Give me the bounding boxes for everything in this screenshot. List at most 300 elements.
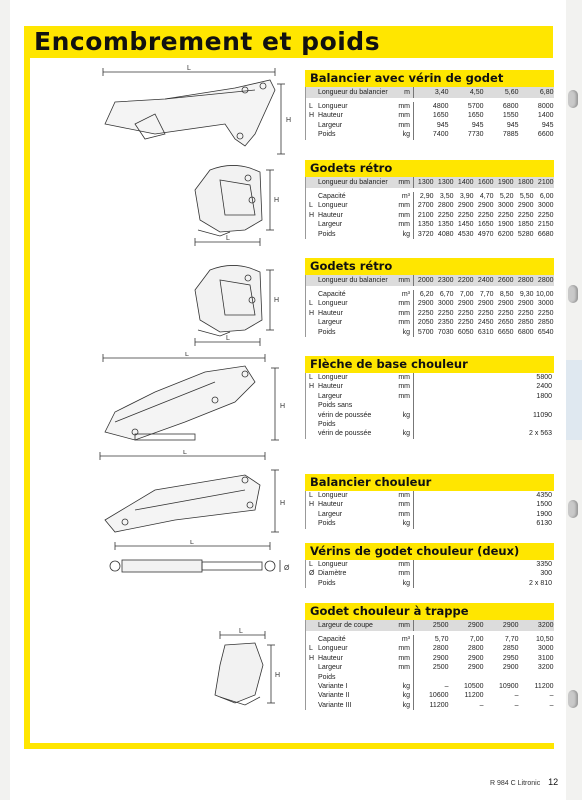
row-value: 11200 [534, 682, 554, 690]
backhoe-bucket-drawing [190, 160, 290, 250]
row-unit: mm [388, 275, 414, 286]
row-value: 4350 [536, 492, 552, 499]
row-value: 2900 [517, 300, 534, 308]
spec-section [305, 603, 554, 710]
row-value: – [549, 692, 554, 700]
row-value: 3200 [537, 622, 554, 629]
spec-row [306, 401, 554, 410]
row-unit: kg [388, 130, 414, 139]
row-value: 6310 [477, 328, 494, 336]
row-value: 6600 [537, 131, 554, 139]
row-value: 2,90 [419, 193, 434, 200]
row-label: Hauteur [318, 112, 343, 120]
spec-row [306, 569, 554, 578]
row-value: 4970 [477, 230, 494, 238]
row-value: 10500 [464, 682, 484, 690]
row-label: Longueur du balancier [318, 89, 388, 96]
row-value [416, 420, 552, 429]
row-label: Hauteur [318, 654, 343, 662]
spec-table [305, 560, 554, 588]
row-value: 2300 [437, 277, 454, 284]
row-value: 1300 [417, 179, 434, 186]
row-value: 2100 [537, 179, 554, 186]
row-value: 7030 [437, 328, 454, 336]
dimension-symbol: Ø [309, 570, 315, 578]
dimension-symbol: H [309, 654, 315, 662]
row-label: Longueur [318, 645, 348, 653]
model-name: R 984 C Litronic [490, 780, 541, 787]
dimension-symbol [306, 420, 318, 429]
row-value: 3000 [537, 202, 554, 210]
dimension-symbol: L [309, 374, 313, 381]
row-value: 2900 [457, 300, 474, 308]
row-value: 3100 [537, 654, 554, 662]
dimension-symbol [306, 682, 318, 691]
row-value: 8000 [537, 103, 554, 110]
shovel-stick-drawing [95, 450, 295, 542]
spec-row [306, 579, 554, 588]
row-unit: mm [388, 654, 414, 663]
left-accent-bar [24, 58, 30, 743]
row-unit [388, 401, 414, 410]
row-value: 6650 [497, 328, 514, 336]
row-value: 5,20 [499, 193, 514, 200]
dim-label-l: L [183, 450, 187, 456]
dimension-symbol [306, 620, 318, 631]
row-label: Poids [318, 520, 336, 528]
dimension-symbol [306, 290, 318, 299]
stick-drawing [95, 64, 295, 164]
row-label: Hauteur [318, 383, 343, 391]
row-value: 2 x 810 [529, 579, 552, 587]
row-value [485, 673, 519, 682]
row-value: 2850 [517, 319, 534, 327]
row-value: 2250 [437, 211, 454, 219]
row-label: Variante I [318, 682, 348, 690]
row-unit: m³ [388, 290, 414, 299]
row-label: Capacité [318, 636, 346, 643]
spec-section [305, 543, 554, 588]
row-value: 3,40 [434, 89, 449, 96]
row-value: 2250 [497, 309, 514, 317]
row-value: 1600 [477, 179, 494, 186]
section-title: Godets rétro [305, 258, 554, 275]
page-title: Encombrement et poids [34, 27, 381, 56]
spec-row [306, 673, 554, 682]
row-label: Largeur [318, 664, 343, 672]
row-label: Longueur [318, 561, 348, 568]
spec-row [306, 177, 554, 188]
row-value: 2250 [457, 319, 474, 327]
dimension-symbol [306, 429, 318, 438]
backhoe-bucket-drawing [190, 260, 290, 350]
spec-section [305, 356, 554, 439]
row-unit: mm [388, 177, 414, 188]
dimension-symbol [306, 318, 318, 327]
row-unit: mm [388, 102, 414, 111]
spec-row [306, 420, 554, 429]
row-value: 2250 [537, 309, 554, 317]
row-value: 1350 [437, 221, 454, 229]
row-label: Largeur [318, 121, 343, 129]
row-label: Poids [318, 328, 336, 336]
row-value: 2950 [502, 654, 519, 662]
row-label: Hauteur [318, 501, 343, 509]
spec-row [306, 275, 554, 286]
row-unit: mm [388, 644, 414, 653]
row-unit: mm [388, 299, 414, 308]
dimension-symbol [306, 192, 318, 201]
spec-table [305, 177, 554, 239]
row-value: 1900 [536, 510, 552, 518]
spec-row [306, 299, 554, 308]
row-unit [388, 420, 414, 429]
row-value: 6,00 [539, 193, 554, 200]
row-label: Largeur [318, 510, 343, 518]
row-unit: kg [388, 429, 414, 438]
row-value: 5,60 [504, 89, 519, 96]
spec-row [306, 290, 554, 299]
row-value: 2850 [537, 319, 554, 327]
spec-row [306, 411, 554, 420]
dim-label-h: H [280, 500, 286, 507]
binder-hole [568, 285, 578, 303]
row-label: Capacité [318, 193, 346, 200]
row-label: Capacité [318, 291, 346, 298]
row-label: Variante III [318, 701, 352, 709]
row-value: 2900 [517, 202, 534, 210]
spec-row [306, 682, 554, 691]
dimension-symbol [306, 673, 318, 682]
dimension-symbol [306, 411, 318, 420]
spec-row [306, 701, 554, 710]
row-value: 4080 [437, 230, 454, 238]
row-value [416, 401, 552, 410]
row-unit: mm [388, 201, 414, 210]
row-value: 3000 [437, 300, 454, 308]
row-unit: kg [388, 230, 414, 239]
spec-table [305, 373, 554, 439]
row-value [415, 673, 449, 682]
row-value: 3000 [537, 300, 554, 308]
row-unit: kg [388, 682, 414, 691]
spec-section [305, 160, 554, 239]
spec-row [306, 382, 554, 391]
row-value: 2350 [437, 319, 454, 327]
row-value: – [549, 701, 554, 709]
row-value: 6130 [536, 520, 552, 528]
dim-label-h: H [274, 297, 280, 304]
row-unit: mm [388, 309, 414, 318]
row-label: Largeur [318, 319, 343, 327]
brochure-page [10, 0, 566, 800]
row-label: Longueur [318, 300, 348, 308]
row-value: 1650 [477, 221, 494, 229]
row-value: 2450 [477, 319, 494, 327]
page-number: 12 [548, 777, 559, 787]
row-unit: mm [388, 510, 414, 519]
spec-row [306, 491, 554, 500]
row-value: 6,70 [439, 291, 454, 298]
row-unit: kg [388, 579, 414, 588]
row-label: Variante II [318, 692, 350, 700]
row-value: 945 [541, 121, 554, 129]
row-label: Diamètre [318, 570, 347, 578]
dimension-symbol [306, 121, 318, 130]
dimension-symbol [306, 701, 318, 710]
row-value: – [479, 701, 484, 709]
dimension-symbol [306, 579, 318, 588]
spec-row [306, 620, 554, 631]
spec-row [306, 644, 554, 653]
row-value: 3350 [536, 561, 552, 568]
row-value: 8,50 [499, 291, 514, 298]
spec-row [306, 87, 554, 98]
spec-section [305, 70, 554, 140]
dim-label-l: L [239, 628, 243, 635]
row-label: vérin de poussée [318, 411, 372, 419]
row-unit: mm [388, 121, 414, 130]
dim-label-l: L [226, 235, 230, 242]
spec-row [306, 560, 554, 569]
spec-row [306, 192, 554, 201]
row-value: 2900 [477, 202, 494, 210]
spec-section [305, 474, 554, 529]
binder-hole [568, 690, 578, 708]
spec-row [306, 654, 554, 663]
row-unit: kg [388, 411, 414, 420]
row-unit: mm [388, 382, 414, 391]
row-value: 7730 [467, 131, 484, 139]
row-value: 2250 [457, 309, 474, 317]
dim-label-diameter: Ø [284, 565, 290, 572]
row-value: 2250 [457, 211, 474, 219]
row-value: 10600 [429, 692, 449, 700]
row-value: 3,50 [439, 193, 454, 200]
dimension-symbol [306, 328, 318, 337]
row-value: 3,90 [459, 193, 474, 200]
row-value: 6200 [497, 230, 514, 238]
section-title: Godet chouleur à trappe [305, 603, 554, 620]
row-value: 2400 [536, 383, 552, 391]
row-value: 3000 [537, 645, 554, 653]
spec-row [306, 663, 554, 672]
shovel-boom-drawing [95, 352, 295, 452]
row-value: 2900 [417, 300, 434, 308]
row-value: 2800 [432, 645, 449, 653]
dimension-symbol [306, 220, 318, 229]
row-value: 2250 [497, 211, 514, 219]
dim-label-h: H [274, 197, 280, 204]
row-value: 11200 [429, 701, 449, 709]
row-unit: mm [388, 560, 414, 569]
row-label: Hauteur [318, 309, 343, 317]
row-label: Poids [318, 673, 336, 681]
background-strip [566, 360, 582, 440]
shovel-bucket-drawing [205, 605, 285, 715]
spec-row [306, 328, 554, 337]
dim-label-h: H [275, 672, 281, 679]
dimension-symbol: H [309, 501, 315, 509]
row-label: Longueur du balancier [318, 277, 388, 284]
row-value: 1900 [497, 179, 514, 186]
row-value: 2100 [417, 211, 434, 219]
row-value: 10,50 [535, 636, 554, 643]
row-unit: m³ [388, 192, 414, 201]
row-label: Poids [318, 579, 336, 587]
row-label: vérin de poussée [318, 430, 372, 438]
spec-table [305, 491, 554, 529]
row-value: 5,50 [519, 193, 534, 200]
row-label: Largeur [318, 221, 343, 229]
spec-row [306, 691, 554, 700]
spec-row [306, 519, 554, 528]
row-value: 7,00 [469, 636, 484, 643]
binder-hole [568, 500, 578, 518]
dimension-symbol [306, 87, 318, 98]
dimension-symbol [306, 663, 318, 672]
row-value: 1350 [417, 221, 434, 229]
row-value: 2250 [417, 309, 434, 317]
section-title: Vérins de godet chouleur (deux) [305, 543, 554, 560]
row-label: Longueur [318, 492, 348, 499]
dimension-symbol [306, 519, 318, 528]
row-unit: mm [388, 220, 414, 229]
row-value: 2800 [467, 645, 484, 653]
row-unit: mm [388, 318, 414, 327]
binder-hole [568, 90, 578, 108]
row-value: 5700 [417, 328, 434, 336]
spec-table [305, 275, 554, 337]
row-value: 1800 [536, 392, 552, 400]
section-title: Godets rétro [305, 160, 554, 177]
row-value: 2900 [467, 654, 484, 662]
dimension-symbol: H [309, 309, 315, 317]
spec-table [305, 87, 554, 140]
spec-row [306, 230, 554, 239]
dimension-symbol: L [309, 645, 313, 653]
spec-row [306, 201, 554, 210]
row-value: 2400 [477, 277, 494, 284]
row-value: 945 [471, 121, 484, 129]
row-value: 2650 [497, 319, 514, 327]
row-value: 1800 [517, 179, 534, 186]
dim-label-l: L [187, 65, 191, 72]
row-value: 6540 [537, 328, 554, 336]
dimension-symbol: H [309, 112, 315, 120]
row-value: 1850 [517, 221, 534, 229]
row-unit: mm [388, 620, 414, 631]
row-value: 2800 [517, 277, 534, 284]
row-value: 6800 [502, 103, 519, 110]
spec-row [306, 373, 554, 382]
row-unit: kg [388, 519, 414, 528]
row-value: 5280 [517, 230, 534, 238]
row-unit: mm [388, 491, 414, 500]
row-value: 2000 [417, 277, 434, 284]
row-value: 2850 [502, 645, 519, 653]
dimension-symbol [306, 275, 318, 286]
section-title: Balancier avec vérin de godet [305, 70, 554, 87]
spec-row [306, 635, 554, 644]
row-unit: mm [388, 569, 414, 578]
row-value: 6800 [517, 328, 534, 336]
row-value: 1450 [457, 221, 474, 229]
row-value: 1300 [437, 179, 454, 186]
section-title: Balancier chouleur [305, 474, 554, 491]
row-value: 2900 [502, 664, 519, 672]
row-label: Longueur [318, 202, 348, 210]
dim-label-l: L [190, 540, 194, 546]
row-value: – [444, 682, 449, 690]
row-value: 6,80 [539, 89, 554, 96]
spec-row [306, 392, 554, 401]
row-unit: mm [388, 211, 414, 220]
row-unit: mm [388, 663, 414, 672]
row-value: 2700 [417, 202, 434, 210]
row-value: 2250 [477, 211, 494, 219]
dimension-symbol [306, 130, 318, 139]
row-value: 5700 [467, 103, 484, 110]
row-value: 10,00 [535, 291, 554, 298]
spec-row [306, 510, 554, 519]
row-unit [388, 673, 414, 682]
spec-row [306, 309, 554, 318]
page-footer [490, 777, 558, 787]
row-value: 5800 [536, 374, 552, 381]
dimension-symbol: L [309, 103, 313, 110]
dim-label-l: L [226, 335, 230, 342]
section-title: Flèche de base chouleur [305, 356, 554, 373]
row-value: 1900 [497, 221, 514, 229]
row-unit: mm [388, 111, 414, 120]
row-value: 945 [436, 121, 449, 129]
row-label: Hauteur [318, 211, 343, 219]
bucket-cylinder-drawing [100, 540, 300, 590]
spec-row [306, 130, 554, 139]
dimension-symbol [306, 510, 318, 519]
dimension-symbol: L [309, 202, 313, 210]
dim-label-h: H [280, 403, 286, 410]
dimension-symbol: H [309, 211, 315, 219]
row-value [450, 673, 484, 682]
dimension-symbol [306, 635, 318, 644]
row-value: 4,70 [479, 193, 494, 200]
row-value: 2800 [537, 277, 554, 284]
row-value: 7885 [502, 131, 519, 139]
row-label: Longueur [318, 374, 348, 381]
row-value: 4,50 [469, 89, 484, 96]
spec-row [306, 102, 554, 111]
row-label: Poids sans [318, 402, 353, 410]
spec-row [306, 429, 554, 438]
row-value: 1550 [502, 112, 519, 120]
row-value: 2250 [517, 211, 534, 219]
row-value: 5,70 [434, 636, 449, 643]
row-label: Largeur de coupe [318, 622, 373, 629]
row-unit: m [388, 87, 414, 98]
row-label: Poids [318, 230, 336, 238]
row-value: 1650 [432, 112, 449, 120]
row-value: 3720 [417, 230, 434, 238]
row-unit: mm [388, 392, 414, 401]
bottom-accent-bar [24, 743, 554, 749]
row-value: 2900 [497, 300, 514, 308]
row-unit: kg [388, 691, 414, 700]
dimension-symbol [306, 177, 318, 188]
spec-table [305, 620, 554, 710]
row-value: 2150 [537, 221, 554, 229]
